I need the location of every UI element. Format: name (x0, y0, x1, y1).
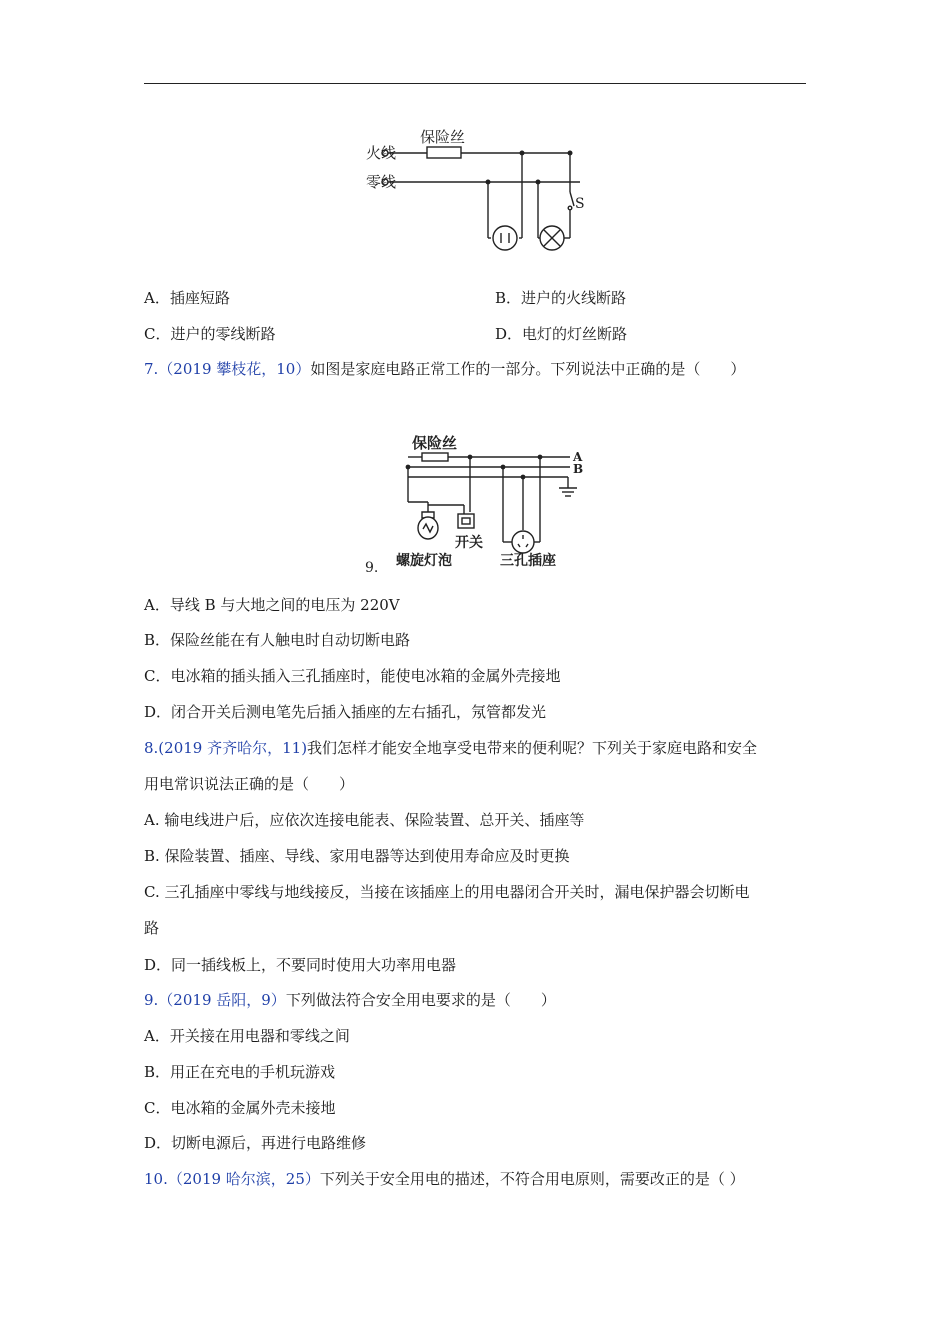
fuse-label: 保险丝 (420, 128, 466, 146)
q8-option-d: D．同一插线板上，不要同时使用大功率用电器 (144, 956, 457, 974)
q8-stem (144, 738, 757, 758)
bulb-label: 螺旋灯泡 (396, 553, 452, 569)
q10-source: 10.（2019 哈尔滨，25） (144, 1170, 320, 1188)
switch-s-label: S (575, 196, 585, 212)
q7-option-b: B．保险丝能在有人触电时自动切断电路 (144, 631, 411, 649)
header-rule (144, 83, 806, 84)
q10-stem-text: 下列关于安全用电的描述，不符合用电原则，需要改正的是（ ） (319, 1170, 745, 1188)
q8-option-c-line2: 路 (144, 919, 160, 937)
q8-source: 8.(2019 齐齐哈尔，11) (144, 739, 308, 757)
q9-stem-text: 下列做法符合安全用电要求的是（ ） (285, 991, 556, 1009)
q9-option-d: D．切断电源后，再进行电路维修 (144, 1134, 367, 1152)
q8-option-c-line1: C. 三孔插座中零线与地线接反，当接在该插座上的用电器闭合开关时，漏电保护器会切断电 (144, 883, 750, 901)
q6-option-c: C．进户的零线断路 (144, 325, 276, 343)
live-wire-label: 火线 (366, 144, 397, 162)
q7-option-d: D．闭合开关后测电笔先后插入插座的左右插孔，氖管都发光 (144, 703, 547, 721)
socket-label: 三孔插座 (500, 553, 556, 569)
circuit-diagram-1 (360, 120, 600, 260)
q8-stem-line1: 我们怎样才能安全地享受电带来的便利呢？下列关于家庭电路和安全 (307, 739, 758, 757)
q9-stem (144, 990, 556, 1010)
q7-stem-text: 如图是家庭电路正常工作的一部分。下列说法中正确的是（ ） (310, 360, 746, 378)
q7-option-a: A．导线 B 与大地之间的电压为 220V (144, 596, 400, 614)
q9-option-a: A．开关接在用电器和零线之间 (144, 1027, 350, 1045)
q8-option-a: A. 输电线进户后，应依次连接电能表、保险装置、总开关、插座等 (144, 811, 585, 829)
circuit-diagram-2 (360, 430, 600, 580)
q10-stem (144, 1169, 745, 1189)
q9-source: 9.（2019 岳阳，9） (144, 991, 286, 1009)
q9-option-b: B．用正在充电的手机玩游戏 (144, 1063, 336, 1081)
q8-option-b: B. 保险装置、插座、导线、家用电器等达到使用寿命应及时更换 (144, 847, 570, 865)
q7-option-c: C．电冰箱的插头插入三孔插座时，能使电冰箱的金属外壳接地 (144, 667, 561, 685)
wire-b-label: B (573, 462, 584, 476)
q9-option-c: C．电冰箱的金属外壳未接地 (144, 1099, 336, 1117)
neutral-wire-label: 零线 (366, 173, 397, 191)
wire-a-label: A (573, 450, 583, 464)
fuse-label-2: 保险丝 (412, 434, 458, 452)
q6-option-a: A．插座短路 (144, 289, 230, 307)
q8-stem-line2: 用电常识说法正确的是（ ） (144, 775, 355, 793)
q6-option-d: D．电灯的灯丝断路 (495, 325, 628, 343)
q7-source: 7.（2019 攀枝花，10） (144, 360, 311, 378)
q6-option-b: B．进户的火线断路 (495, 289, 627, 307)
switch-label: 开关 (455, 535, 483, 551)
q7-stem (144, 359, 745, 379)
figure-number: 9. (365, 560, 379, 576)
